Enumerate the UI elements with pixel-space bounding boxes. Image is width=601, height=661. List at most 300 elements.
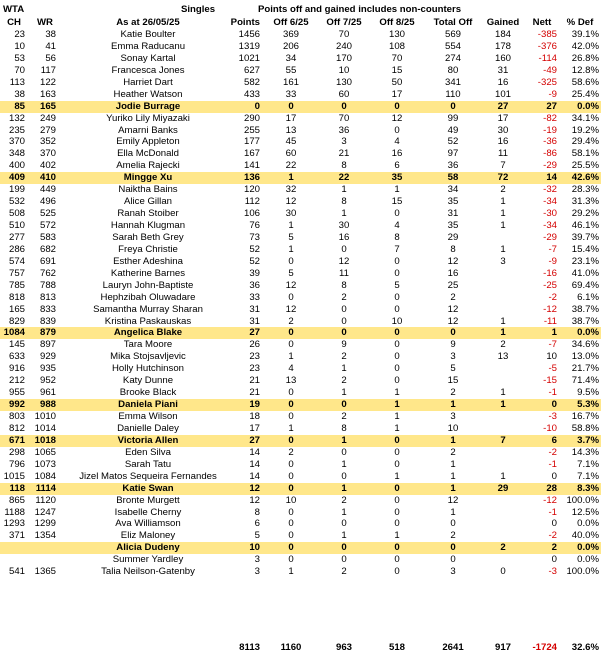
table-row (0, 113, 601, 125)
cell-off-8-25: 0 (394, 291, 400, 303)
cell-player: Eden Silva (125, 446, 171, 458)
cell-player: Sonay Kartal (120, 52, 176, 64)
cell-off-8-25: 0 (394, 124, 400, 136)
cell-player: Samantha Murray Sharan (93, 303, 203, 315)
cell-off-7-25: 16 (338, 231, 350, 243)
cell-gained (482, 304, 524, 316)
cell-gained (482, 411, 524, 423)
cell-wr: 897 (39, 339, 56, 351)
cell-points: 14 (249, 446, 260, 458)
cell-ch: 671 (8, 434, 25, 446)
cell-off-7-25: 9 (341, 339, 347, 351)
cell-ch: 38 (14, 88, 25, 100)
cell-nett: -3 (548, 566, 557, 578)
cell-points: 21 (249, 375, 260, 387)
cell-off-7-25: 8 (341, 160, 347, 172)
cell-gained: 1 (500, 399, 506, 411)
table-row (0, 148, 601, 160)
cell-off-7-25: 2 (341, 566, 347, 578)
cell-off-7-25: 60 (338, 88, 350, 100)
cell-player: Summer Yardley (112, 554, 184, 566)
cell-gained (482, 459, 524, 471)
cell-pct-def: 26.8% (571, 52, 599, 64)
cell-wr: 682 (39, 243, 56, 255)
cell-gained: 1 (500, 208, 506, 220)
cell-off-8-25: 35 (391, 172, 403, 184)
cell-gained: 1 (500, 315, 506, 327)
cell-nett: 2 (551, 542, 557, 554)
cell-ch: 53 (14, 52, 25, 64)
cell-player: Brooke Black (119, 387, 177, 399)
header-ch: CH (7, 17, 21, 28)
cell-total-off: 1 (450, 399, 456, 411)
cell-off-7-25: 0 (341, 303, 347, 315)
cell-gained: 101 (494, 88, 511, 100)
cell-off-6-25: 0 (288, 411, 294, 422)
cell-total-off: 5 (450, 363, 456, 375)
table-row (0, 435, 601, 447)
cell-wr: 961 (39, 387, 56, 399)
cell-total-off: 12 (447, 494, 459, 506)
cell-player: Lauryn John-Baptiste (102, 279, 194, 291)
total-points: 8113 (239, 642, 260, 653)
cell-off-8-25: 0 (394, 208, 400, 220)
cell-pct-def: 71.4% (571, 375, 599, 387)
cell-ch: 955 (8, 387, 25, 399)
cell-gained: 2 (500, 339, 506, 351)
cell-pct-def: 6.1% (577, 291, 599, 303)
cell-points: 26 (249, 339, 260, 351)
cell-total-off: 12 (447, 303, 459, 315)
table-row (0, 77, 601, 89)
cell-gained: 11 (498, 148, 508, 160)
cell-nett: 28 (546, 482, 557, 494)
cell-points: 27 (249, 434, 260, 446)
cell-player: Emily Appleton (116, 136, 180, 148)
cell-wr: 370 (39, 148, 56, 160)
total-pct-def: 32.6% (571, 642, 599, 653)
cell-pct-def: 0.0% (577, 100, 599, 112)
table-row (0, 244, 601, 256)
cell-pct-def: 5.3% (577, 399, 599, 411)
cell-off-7-25: 12 (338, 255, 350, 267)
cell-points: 73 (249, 231, 260, 243)
cell-nett: -1 (548, 458, 557, 470)
cell-off-6-25: 0 (288, 458, 294, 470)
cell-off-6-25: 0 (288, 399, 294, 411)
cell-wr: 879 (39, 327, 56, 339)
cell-wr: 525 (39, 208, 56, 220)
cell-player: Katy Dunne (122, 375, 174, 387)
cell-player: Hannah Klugman (110, 220, 186, 231)
cell-pct-def: 9.5% (577, 387, 599, 399)
cell-wr: 572 (39, 220, 56, 231)
table-row (0, 471, 601, 483)
cell-total-off: 52 (447, 136, 459, 148)
table-row (0, 566, 601, 578)
header-singles: Singles (180, 4, 216, 15)
cell-off-8-25: 0 (394, 303, 400, 315)
cell-off-6-25: 1 (288, 566, 294, 578)
table-row (0, 89, 601, 101)
cell-player: Daniela Piani (118, 399, 178, 411)
cell-ch (0, 542, 25, 554)
cell-player: Eliz Maloney (120, 530, 176, 542)
cell-wr: 1247 (34, 506, 56, 518)
cell-player: Angelica Blake (113, 327, 183, 339)
cell-off-7-25: 0 (341, 470, 347, 482)
cell-gained: 1 (500, 196, 506, 208)
cell-wr: 117 (40, 64, 56, 76)
cell-pct-def: 58.6% (571, 76, 599, 88)
cell-total-off: 8 (450, 243, 456, 255)
cell-off-6-25: 1 (288, 220, 294, 231)
cell-nett: -19 (543, 124, 557, 136)
cell-nett: -1 (548, 506, 557, 518)
cell-off-8-25: 0 (394, 255, 400, 267)
cell-off-6-25: 161 (282, 76, 299, 88)
cell-points: 141 (243, 160, 260, 172)
cell-off-7-25: 170 (335, 52, 352, 64)
cell-total-off: 12 (447, 255, 459, 267)
header-points: Points (230, 17, 260, 28)
cell-wr: 929 (39, 351, 56, 363)
cell-wr: 165 (39, 100, 56, 112)
cell-player: Katie Swan (122, 482, 174, 494)
cell-player: Tara Moore (123, 339, 173, 351)
cell-ch: 541 (8, 566, 25, 578)
cell-nett: -29 (543, 160, 557, 172)
cell-wr: 410 (39, 172, 56, 184)
cell-ch: 508 (8, 208, 25, 220)
cell-total-off: 31 (447, 208, 459, 220)
cell-off-8-25: 0 (394, 482, 400, 494)
cell-player: Alicia Dudeny (116, 542, 180, 554)
total-off-7-25: 963 (335, 642, 352, 653)
cell-nett: -325 (537, 76, 557, 88)
cell-off-8-25: 15 (391, 196, 403, 208)
cell-points: 0 (254, 100, 260, 112)
cell-off-8-25: 0 (394, 339, 400, 351)
cell-gained: 16 (497, 136, 509, 148)
cell-nett: -29 (543, 231, 557, 243)
cell-off-8-25: 0 (394, 100, 400, 112)
cell-pct-def: 13.0% (571, 351, 599, 363)
cell-off-6-25: 12 (285, 303, 297, 315)
cell-wr: 1084 (34, 470, 56, 482)
cell-gained: 160 (494, 52, 511, 64)
cell-pct-def: 14.3% (571, 446, 599, 458)
table-row (0, 304, 601, 316)
table-row (0, 530, 601, 542)
cell-gained: 178 (494, 40, 511, 52)
header-pct-def: % Def (566, 17, 594, 28)
cell-points: 31 (249, 303, 260, 315)
cell-points: 23 (249, 363, 260, 375)
cell-points: 23 (249, 351, 260, 363)
cell-pct-def: 7.1% (577, 470, 599, 482)
cell-gained (482, 280, 524, 292)
cell-ch: 113 (9, 76, 25, 88)
cell-total-off: 569 (444, 29, 461, 40)
cell-off-8-25: 0 (394, 375, 400, 387)
header-title: Points off and gained includes non-counters (258, 4, 462, 15)
cell-off-7-25: 0 (341, 327, 347, 339)
cell-nett: -16 (543, 267, 557, 279)
cell-off-7-25: 1 (341, 184, 347, 196)
cell-total-off: 2 (450, 530, 456, 542)
cell-points: 167 (243, 148, 260, 160)
cell-gained: 3 (500, 255, 506, 267)
cell-off-7-25: 130 (335, 76, 352, 88)
cell-off-7-25: 0 (341, 542, 347, 554)
cell-off-6-25: 0 (288, 434, 294, 446)
table-row (0, 29, 601, 41)
cell-total-off: 3 (450, 411, 456, 422)
cell-nett: -9 (548, 255, 557, 267)
cell-nett: -34 (543, 220, 557, 231)
cell-gained (482, 554, 524, 566)
cell-player: Ranah Stoiber (117, 208, 179, 220)
cell-off-8-25: 1 (394, 411, 400, 422)
cell-wr: 279 (39, 124, 56, 136)
cell-total-off: 80 (447, 64, 459, 76)
cell-player: Naiktha Bains (118, 184, 178, 196)
cell-total-off: 34 (447, 184, 459, 196)
cell-pct-def: 58.1% (571, 148, 599, 160)
cell-nett: -114 (538, 52, 557, 64)
cell-points: 255 (243, 124, 260, 136)
cell-off-6-25: 2 (288, 446, 294, 458)
cell-pct-def: 42.6% (571, 172, 599, 184)
cell-gained (482, 423, 524, 435)
cell-player: Holly Hutchinson (112, 363, 184, 375)
cell-total-off: 29 (447, 231, 459, 243)
cell-off-6-25: 5 (288, 267, 294, 279)
cell-wr: 813 (39, 291, 56, 303)
table-row (0, 495, 601, 507)
table-row (0, 268, 601, 280)
cell-wr: 402 (39, 160, 56, 172)
cell-off-6-25: 13 (285, 375, 297, 387)
cell-ch: 633 (8, 351, 25, 363)
cell-points: 6 (254, 518, 260, 530)
cell-points: 1456 (238, 29, 260, 40)
cell-off-7-25: 1 (341, 363, 347, 375)
cell-off-7-25: 30 (338, 220, 350, 231)
cell-off-7-25: 0 (341, 100, 347, 112)
cell-off-6-25: 0 (288, 387, 294, 399)
cell-wr: 56 (45, 52, 56, 64)
cell-points: 12 (249, 482, 260, 494)
cell-ch: 199 (8, 184, 25, 196)
cell-ch: 286 (8, 243, 25, 255)
cell-off-6-25: 0 (288, 482, 294, 494)
cell-wr: 249 (39, 112, 56, 124)
cell-off-6-25: 0 (288, 530, 294, 542)
cell-off-7-25: 3 (341, 136, 347, 148)
cell-points: 17 (249, 422, 260, 434)
cell-gained: 7 (500, 160, 506, 172)
cell-off-7-25: 8 (341, 196, 347, 208)
cell-nett: -25 (543, 279, 557, 291)
cell-off-6-25: 45 (285, 136, 297, 148)
table-row (0, 65, 601, 77)
cell-nett: -12 (543, 303, 557, 315)
cell-ch: 818 (8, 291, 25, 303)
cell-points: 5 (254, 530, 260, 542)
cell-off-6-25: 0 (288, 542, 294, 554)
cell-points: 27 (249, 327, 260, 339)
cell-off-7-25: 1 (341, 387, 347, 399)
cell-ch: 796 (8, 458, 25, 470)
cell-total-off: 58 (447, 172, 459, 184)
cell-points: 18 (249, 411, 260, 422)
cell-ch: 85 (14, 100, 25, 112)
cell-points: 52 (249, 255, 260, 267)
cell-total-off: 110 (445, 88, 461, 100)
cell-ch (0, 554, 25, 566)
cell-nett: -34 (543, 196, 557, 208)
cell-gained: 29 (497, 482, 509, 494)
cell-wr: 833 (39, 303, 56, 315)
cell-gained (482, 375, 524, 387)
table-row (0, 41, 601, 53)
cell-nett: 10 (546, 351, 557, 363)
cell-points: 627 (243, 64, 260, 76)
cell-total-off: 0 (450, 100, 456, 112)
cell-ch: 916 (8, 363, 25, 375)
cell-gained: 13 (497, 351, 509, 363)
cell-gained: 1 (500, 243, 506, 255)
cell-points: 136 (243, 172, 260, 184)
cell-points: 31 (249, 315, 260, 327)
cell-player: Katherine Barnes (110, 267, 186, 279)
cell-ch: 370 (8, 136, 25, 148)
cell-nett: -7 (548, 339, 557, 351)
cell-total-off: 49 (447, 124, 459, 136)
cell-off-6-25: 17 (285, 112, 297, 124)
cell-nett: 0 (551, 554, 557, 566)
cell-points: 3 (254, 554, 260, 566)
cell-off-7-25: 10 (338, 64, 350, 76)
cell-off-8-25: 70 (391, 52, 403, 64)
cell-total-off: 3 (450, 566, 456, 578)
cell-off-7-25: 0 (341, 446, 347, 458)
cell-total-off: 554 (444, 40, 461, 52)
cell-off-8-25: 7 (394, 243, 400, 255)
cell-player: Jodie Burrage (115, 100, 181, 112)
cell-ch: 829 (8, 315, 25, 327)
table-row (0, 292, 601, 304)
cell-total-off: 0 (450, 554, 456, 566)
cell-off-7-25: 8 (341, 279, 347, 291)
cell-ch: 165 (8, 303, 25, 315)
cell-gained: 30 (497, 124, 509, 136)
cell-ch: 1188 (4, 506, 25, 518)
cell-points: 8 (254, 506, 260, 518)
cell-wr: 1120 (35, 494, 56, 506)
cell-player: Ava Williamson (115, 518, 181, 530)
cell-player: Katie Boulter (120, 29, 176, 40)
table-row (0, 125, 601, 137)
cell-nett: -2 (548, 291, 557, 303)
cell-total-off: 341 (444, 76, 461, 88)
cell-off-7-25: 1 (341, 530, 347, 542)
table-row (0, 160, 601, 172)
table-row (0, 172, 601, 184)
cell-off-6-25: 0 (288, 100, 294, 112)
cell-off-7-25: 1 (341, 458, 347, 470)
cell-off-8-25: 0 (394, 566, 400, 578)
cell-gained (482, 292, 524, 304)
cell-off-6-25: 10 (285, 494, 297, 506)
cell-off-8-25: 0 (394, 446, 400, 458)
table-row (0, 280, 601, 292)
cell-total-off: 2 (450, 446, 456, 458)
cell-points: 39 (249, 267, 260, 279)
cell-pct-def: 12.8% (571, 64, 599, 76)
cell-gained: 31 (497, 64, 509, 76)
cell-off-7-25: 8 (341, 422, 347, 434)
cell-pct-def: 41.0% (571, 267, 599, 279)
cell-off-6-25: 13 (285, 124, 297, 136)
cell-wr: 762 (39, 267, 56, 279)
cell-gained: 2 (500, 542, 506, 554)
cell-off-8-25: 50 (391, 76, 403, 88)
cell-pct-def: 0.0% (577, 327, 599, 339)
cell-points: 36 (249, 279, 260, 291)
cell-pct-def: 31.3% (571, 196, 599, 208)
cell-pct-def: 21.7% (571, 363, 599, 375)
table-row (0, 447, 601, 459)
cell-total-off: 1 (450, 470, 456, 482)
cell-gained (482, 232, 524, 244)
cell-ch: 277 (8, 231, 25, 243)
cell-off-8-25: 108 (388, 40, 405, 52)
cell-player: Freya Christie (118, 243, 178, 255)
cell-points: 19 (249, 399, 260, 411)
cell-total-off: 0 (450, 542, 456, 554)
cell-wr: 163 (39, 88, 56, 100)
cell-off-6-25: 0 (288, 518, 294, 530)
cell-pct-def: 34.6% (571, 339, 599, 351)
cell-total-off: 10 (447, 422, 459, 434)
header-total-off: Total Off (433, 17, 473, 28)
cell-ch: 145 (8, 339, 25, 351)
cell-gained (482, 447, 524, 459)
cell-off-8-25: 0 (394, 267, 400, 279)
cell-points: 582 (243, 76, 260, 88)
cell-wr (26, 542, 56, 554)
cell-gained: 16 (497, 76, 509, 88)
cell-player: Danielle Daley (117, 422, 179, 434)
total-off-8-25: 518 (388, 642, 405, 653)
cell-points: 14 (249, 470, 260, 482)
cell-ch: 298 (8, 446, 25, 458)
table-row (0, 411, 601, 423)
table-row (0, 399, 601, 411)
cell-off-8-25: 1 (394, 399, 400, 411)
cell-off-6-25: 0 (288, 470, 294, 482)
cell-pct-def: 23.1% (571, 255, 599, 267)
cell-off-6-25: 0 (288, 506, 294, 518)
cell-player: Ella McDonald (117, 148, 179, 160)
cell-off-6-25: 2 (288, 315, 294, 327)
cell-player: Isabelle Cherny (114, 506, 182, 518)
cell-nett: -86 (543, 148, 557, 160)
total-gained: 917 (494, 642, 511, 653)
